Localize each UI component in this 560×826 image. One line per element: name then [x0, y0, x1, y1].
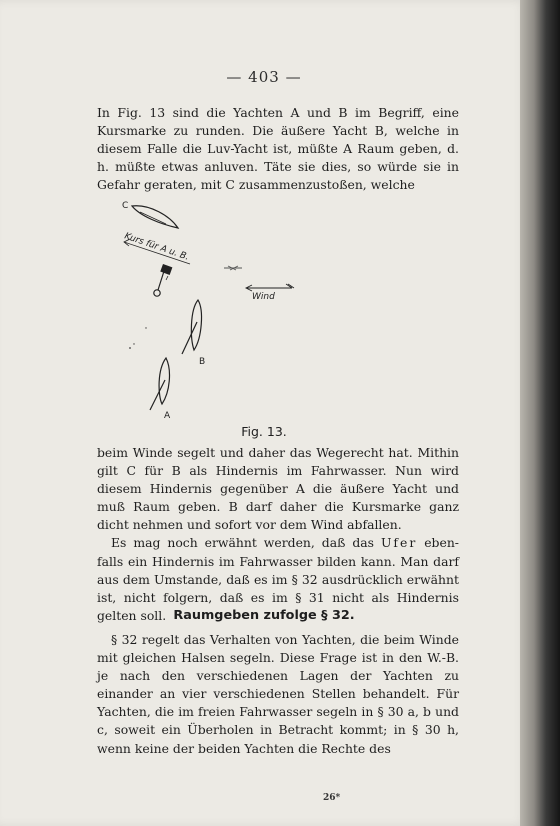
text-run: eben-falls ein Hindernis im Fahrwasser bilden kann. Man darf aus dem Umstande, daß es im § 32 ausdrücklich erwähnt ist, nicht folgern, daß es im § 31 nicht als Hindernis gelten soll.	[97, 535, 459, 623]
yacht-a-boom	[150, 380, 165, 410]
mark-detail	[166, 276, 168, 280]
wind-label: Wind	[252, 292, 275, 302]
yacht-c-label: C	[122, 201, 129, 211]
paragraph-text: § 32 regelt das Verhalten von Yachten, die beim Winde mit gleichen Halsen segeln. Diese Frage ist in den W.-B. je nach den verschiedenen Lagen der Yachten zu einander an vier verschiedenen Stellen behandelt. Für Yachten, die im freien Fahrwasser segeln in § 30 a, b und c, soweit ein Überholen in Betracht kommt; in § 30 h, wenn keine der beiden Yachten die Rechte des	[97, 632, 459, 756]
book-spine	[520, 0, 560, 826]
course-label: Kurs für A u. B.	[123, 231, 191, 263]
figure-caption: Fig. 13.	[241, 424, 287, 439]
paragraph-continuation	[97, 444, 459, 625]
wind-feather-icon	[286, 284, 294, 288]
speck-mark	[129, 347, 131, 349]
yacht-b-hull	[191, 300, 201, 350]
paragraph-text: beim Winde segelt und daher das Wegerecht hat. Mithin gilt C für B als Hindernis im Fahrwasser. Nun wird diesem Hindernis gegenüber A die äußere Yacht und muß Raum geben. B darf daher die Kursmarke ganz dicht nehmen und sofort vor dem Wind abfallen.	[97, 445, 459, 533]
emphasis-spaced: Ufer	[380, 535, 418, 551]
speck-mark	[133, 343, 134, 344]
yacht-b-label: B	[199, 357, 206, 367]
page-number: — 403 —	[226, 68, 302, 86]
figure-13-diagram	[110, 198, 330, 420]
wind-pennant-icon	[224, 266, 242, 270]
mark-flag-icon	[160, 264, 172, 275]
section-heading: Raumgeben zufolge § 32.	[173, 608, 355, 623]
paragraph-intro	[97, 104, 459, 194]
speck-mark	[145, 327, 146, 328]
yacht-c-hull	[132, 206, 178, 228]
signature-mark: 26*	[323, 793, 341, 803]
paragraph-section	[97, 631, 459, 758]
mark-buoy-icon	[154, 290, 160, 296]
paragraph-text: In Fig. 13 sind die Yachten A und B im Begriff, eine Kursmarke zu runden. Die äußere Yacht B, welche in diesem Falle die Luv-Yacht ist, müßte A Raum geben, d. h. müßte etwas anluven. Täte sie dies, so würde sie in Gefahr geraten, mit C zusammenzustoßen, welche	[97, 105, 459, 193]
yacht-a-label: A	[164, 411, 171, 420]
text-run: Es mag noch erwähnt werden, daß das	[111, 535, 375, 551]
